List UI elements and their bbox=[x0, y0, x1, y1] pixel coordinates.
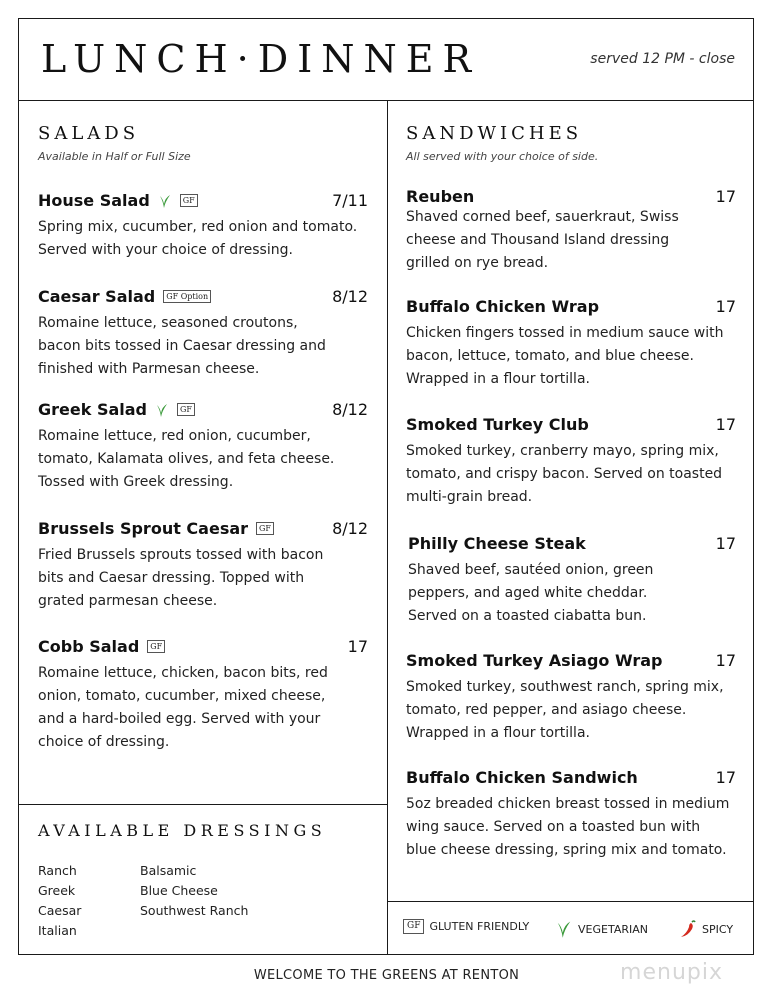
item-name: Philly Cheese Steak bbox=[408, 534, 586, 553]
item-price: 17 bbox=[715, 768, 736, 787]
item-description: Chicken fingers tossed in medium sauce with bacon, lettuce, tomato, and blue cheese. Wrapped in a flour tortilla. bbox=[406, 325, 724, 387]
item-price: 17 bbox=[715, 651, 736, 670]
salads-subtitle: Available in Half or Full Size bbox=[38, 150, 191, 163]
item-description: Romaine lettuce, chicken, bacon bits, red onion, tomato, cucumber, mixed cheese, and a hard-boiled egg. Served with your choice of dressing. bbox=[38, 665, 328, 750]
item-name: Smoked Turkey Club bbox=[406, 415, 589, 434]
dressing-item: Caesar bbox=[38, 903, 82, 918]
item-name: Brussels Sprout Caesar bbox=[38, 519, 249, 538]
salads-title: SALADS bbox=[38, 123, 140, 144]
dressings-list-1 bbox=[38, 861, 81, 941]
dressing-item: Italian bbox=[38, 923, 77, 938]
item-description: Shaved corned beef, sauerkraut, Swiss cheese and Thousand Island dressing grilled on rye bread. bbox=[406, 209, 679, 271]
item-description: Romaine lettuce, red onion, cucumber, tomato, Kalamata olives, and feta cheese. Tossed with Greek dressing. bbox=[38, 428, 335, 490]
column-divider bbox=[387, 101, 388, 954]
salad-item-caesar bbox=[38, 287, 368, 381]
salad-item-brussels bbox=[38, 519, 368, 613]
item-name: Smoked Turkey Asiago Wrap bbox=[406, 651, 663, 670]
item-description: Romaine lettuce, seasoned croutons, bacon bits tossed in Caesar dressing and finished with Parmesan cheese. bbox=[38, 315, 326, 377]
salad-item-greek bbox=[38, 400, 368, 494]
gf-badge: GF bbox=[180, 194, 198, 207]
menu-frame bbox=[18, 18, 754, 955]
chili-pepper-icon bbox=[679, 919, 697, 939]
gf-option-badge: GF Option bbox=[163, 290, 211, 303]
dressings-list-2 bbox=[140, 861, 248, 921]
item-price: 17 bbox=[347, 637, 368, 656]
sandwich-item-philly bbox=[408, 534, 736, 628]
legend-vegetarian bbox=[555, 919, 648, 939]
sandwich-item-buffalo-wrap bbox=[406, 297, 736, 391]
item-name: Greek Salad bbox=[38, 400, 147, 419]
item-name: Buffalo Chicken Sandwich bbox=[406, 768, 638, 787]
dressings-title: AVAILABLE DRESSINGS bbox=[38, 821, 327, 840]
item-price: 17 bbox=[715, 415, 736, 434]
served-hours: served 12 PM - close bbox=[590, 51, 735, 67]
item-price: 8/12 bbox=[332, 519, 368, 538]
legend-label: GLUTEN FRIENDLY bbox=[429, 920, 530, 933]
item-price: 17 bbox=[715, 187, 736, 206]
item-name: Reuben bbox=[406, 187, 475, 206]
sandwiches-subtitle: All served with your choice of side. bbox=[406, 150, 599, 163]
item-price: 8/12 bbox=[332, 287, 368, 306]
salad-item-house bbox=[38, 191, 368, 262]
dressing-item: Blue Cheese bbox=[140, 883, 218, 898]
item-price: 7/11 bbox=[332, 191, 368, 210]
salad-item-cobb bbox=[38, 637, 368, 754]
sandwich-item-buffalo-sandwich bbox=[406, 768, 736, 862]
footer-welcome: WELCOME TO THE GREENS AT RENTON bbox=[253, 968, 520, 983]
legend-gluten-friendly bbox=[403, 919, 529, 934]
sandwich-item-reuben bbox=[406, 187, 736, 275]
item-description: Smoked turkey, cranberry mayo, spring mix, tomato, and crispy bacon. Served on toasted multi-grain bread. bbox=[406, 443, 723, 505]
dressing-item: Balsamic bbox=[140, 863, 197, 878]
watermark: menupix bbox=[620, 960, 723, 985]
item-description: Smoked turkey, southwest ranch, spring mix, tomato, red pepper, and asiago cheese. Wrapped in a flour tortilla. bbox=[406, 679, 724, 741]
item-description: 5oz breaded chicken breast tossed in medium wing sauce. Served on a toasted bun with blue cheese dressing, spring mix and tomato. bbox=[406, 796, 730, 858]
vegetarian-icon bbox=[555, 919, 573, 939]
vegetarian-icon bbox=[155, 402, 169, 418]
vegetarian-icon bbox=[158, 193, 172, 209]
legend-label: SPICY bbox=[702, 922, 734, 936]
sandwiches-title: SANDWICHES bbox=[406, 123, 583, 144]
sandwich-item-turkey-club bbox=[406, 415, 736, 509]
menu-header bbox=[19, 19, 753, 101]
item-price: 8/12 bbox=[332, 400, 368, 419]
gf-badge: GF bbox=[403, 919, 424, 934]
gf-badge: GF bbox=[177, 403, 195, 416]
dressings-divider bbox=[19, 804, 388, 805]
dressing-item: Southwest Ranch bbox=[140, 903, 249, 918]
menu-title: LUNCH·DINNER bbox=[41, 37, 481, 81]
item-description: Shaved beef, sautéed onion, green peppers, and aged white cheddar. Served on a toasted ciabatta bun. bbox=[408, 562, 654, 624]
legend-spicy bbox=[679, 919, 733, 939]
gf-badge: GF bbox=[147, 640, 165, 653]
item-description: Fried Brussels sprouts tossed with bacon bits and Caesar dressing. Topped with grated parmesan cheese. bbox=[38, 547, 324, 609]
item-name: House Salad bbox=[38, 191, 150, 210]
sandwich-item-asiago-wrap bbox=[406, 651, 736, 745]
item-name: Caesar Salad bbox=[38, 287, 156, 306]
item-price: 17 bbox=[715, 534, 736, 553]
gf-badge: GF bbox=[256, 522, 274, 535]
item-name: Buffalo Chicken Wrap bbox=[406, 297, 600, 316]
dressing-item: Greek bbox=[38, 883, 76, 898]
item-name: Cobb Salad bbox=[38, 637, 140, 656]
item-description: Spring mix, cucumber, red onion and tomato. Served with your choice of dressing. bbox=[38, 219, 358, 258]
item-price: 17 bbox=[715, 297, 736, 316]
legend-label: VEGETARIAN bbox=[578, 922, 648, 936]
legend-divider bbox=[387, 901, 754, 902]
dressing-item: Ranch bbox=[38, 863, 77, 878]
